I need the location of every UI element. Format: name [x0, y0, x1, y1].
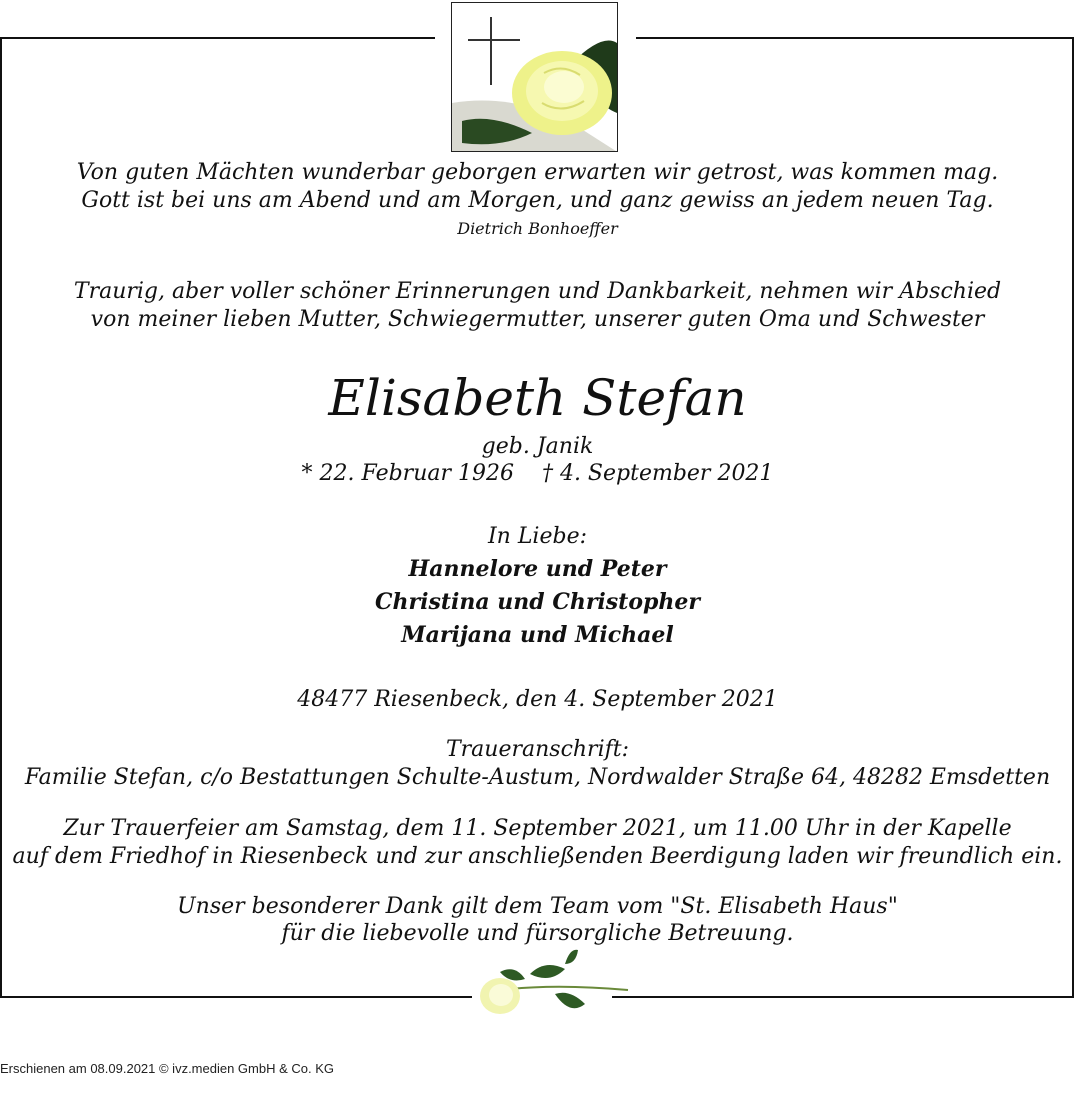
life-dates: * 22. Februar 1926 † 4. September 2021 [301, 461, 774, 486]
mourner-line: Christina und Christopher [375, 589, 700, 615]
service-line-2: auf dem Friedhof in Riesenbeck und zur anschließenden Beerdigung laden wir freundlich ein. [12, 844, 1063, 869]
thanks-line-2: für die liebevolle und fürsorgliche Betreuung. [281, 921, 794, 946]
intro-line-2: von meiner lieben Mutter, Schwiegermutter, unserer guten Oma und Schwester [90, 307, 985, 332]
quote-line-2: Gott ist bei uns am Abend und am Morgen, und ganz gewiss an jedem neuen Tag. [81, 188, 994, 213]
address-heading: Traueranschrift: [445, 737, 630, 762]
rose-icon [470, 944, 630, 1024]
frame-top-right [636, 37, 1074, 39]
mourner-line: Marijana und Michael [401, 622, 674, 648]
place-date: 48477 Riesenbeck, den 4. September 2021 [297, 687, 778, 712]
frame-bottom-right [612, 996, 1074, 998]
service-line-1: Zur Trauerfeier am Samstag, dem 11. September 2021, um 11.00 Uhr in der Kapelle [63, 816, 1012, 841]
quote-author: Dietrich Bonhoeffer [457, 219, 618, 238]
frame-bottom-left [0, 996, 472, 998]
publication-footer: Erschienen am 08.09.2021 © ivz.medien GmbH & Co. KG [0, 1061, 335, 1076]
quote-line-1: Von guten Mächten wunderbar geborgen erwarten wir getrost, was kommen mag. [76, 160, 999, 185]
maiden-name: geb. Janik [481, 434, 594, 459]
address-line: Familie Stefan, c/o Bestattungen Schulte-Austum, Nordwalder Straße 64, 48282 Emsdetten [24, 765, 1051, 790]
mourner-line: Hannelore und Peter [408, 556, 667, 582]
mourners-heading: In Liebe: [487, 524, 588, 549]
cross-rose-image [451, 2, 618, 152]
deceased-name: Elisabeth Stefan [328, 369, 747, 427]
frame-top-left [0, 37, 435, 39]
thanks-line-1: Unser besonderer Dank gilt dem Team vom "St. Elisabeth Haus" [177, 894, 898, 919]
cross-rose-icon [452, 3, 618, 152]
intro-line-1: Traurig, aber voller schöner Erinnerungen und Dankbarkeit, nehmen wir Abschied [73, 279, 1002, 304]
